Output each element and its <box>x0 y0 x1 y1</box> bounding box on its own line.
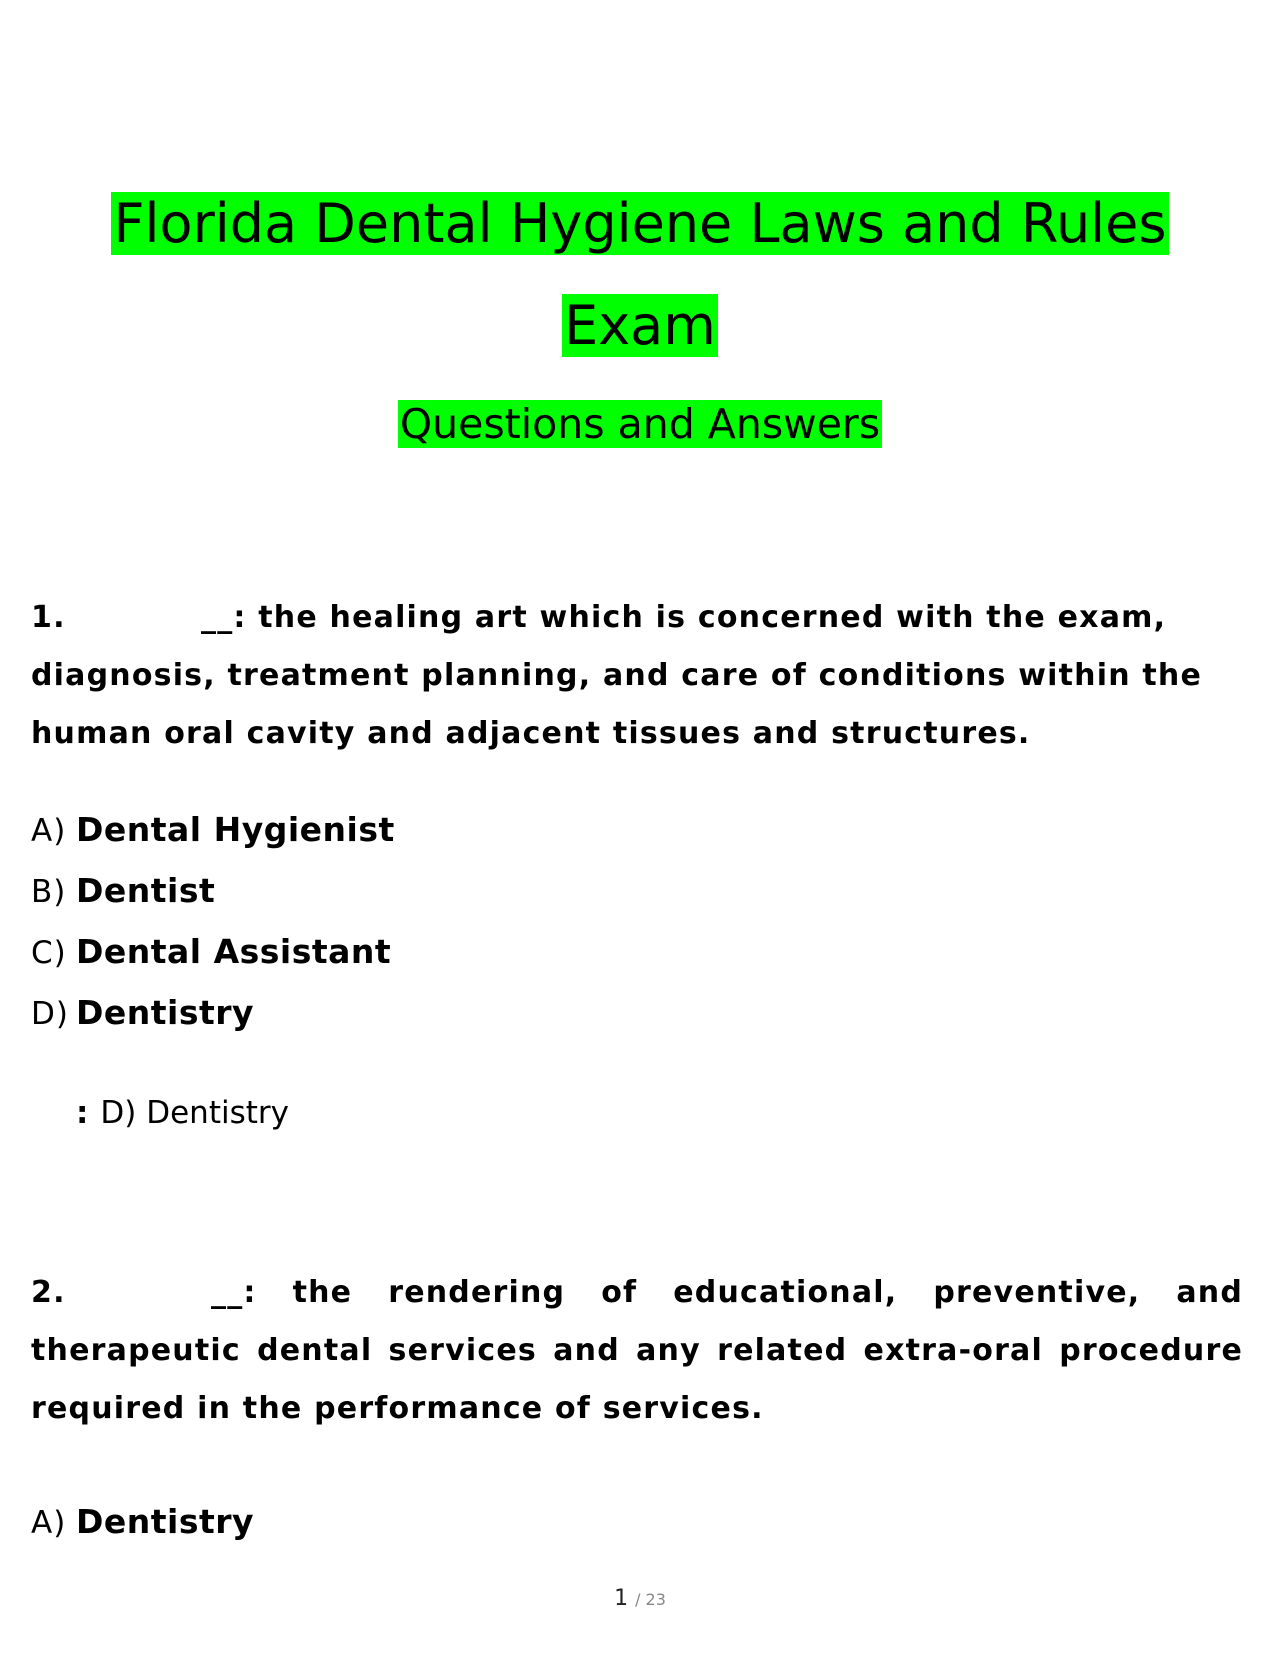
option-b <box>31 861 395 922</box>
option-a <box>31 1492 254 1553</box>
title-line-2 <box>0 292 1280 360</box>
question-text: __: the healing art which is concerned with the exam, diagnosis, treatment planning, and care of conditions within the human oral cavity and adjacent tissues and structures. <box>31 600 1203 751</box>
page-total: / 23 <box>635 1590 666 1609</box>
question-text: __: the rendering of educational, preventive, and therapeutic dental services and any related extra-oral procedure required in the performance of services. <box>31 1275 1243 1426</box>
option-d <box>31 983 395 1044</box>
title-line-1 <box>0 190 1280 258</box>
title-line-2-text: Exam <box>564 294 716 357</box>
option-letter: C) <box>31 935 67 971</box>
question-number: 2. <box>31 1275 66 1310</box>
answer-prefix: : <box>76 1095 89 1131</box>
option-c <box>31 922 395 983</box>
title-line-1-text: Florida Dental Hygiene Laws and Rules <box>113 192 1167 255</box>
option-letter: B) <box>31 874 67 910</box>
question-1-answer <box>76 1092 289 1134</box>
option-a <box>31 800 395 861</box>
option-text: Dentist <box>76 871 216 910</box>
document-subtitle <box>0 397 1280 451</box>
subtitle-text: Questions and Answers <box>399 400 881 448</box>
option-text: Dental Assistant <box>76 932 392 971</box>
question-1-options <box>31 800 395 1044</box>
page-indicator <box>0 1586 1280 1611</box>
option-letter: A) <box>31 813 67 849</box>
answer-text: D) Dentistry <box>100 1095 289 1131</box>
question-number: 1. <box>31 600 66 635</box>
option-text: Dentistry <box>76 1502 255 1541</box>
page-current: 1 <box>614 1586 629 1611</box>
question-2 <box>31 1264 1243 1438</box>
option-letter: A) <box>31 1505 67 1541</box>
option-letter: D) <box>31 996 69 1032</box>
option-text: Dentistry <box>76 993 255 1032</box>
question-1 <box>31 589 1243 763</box>
question-2-options <box>31 1492 254 1553</box>
option-text: Dental Hygienist <box>76 810 395 849</box>
